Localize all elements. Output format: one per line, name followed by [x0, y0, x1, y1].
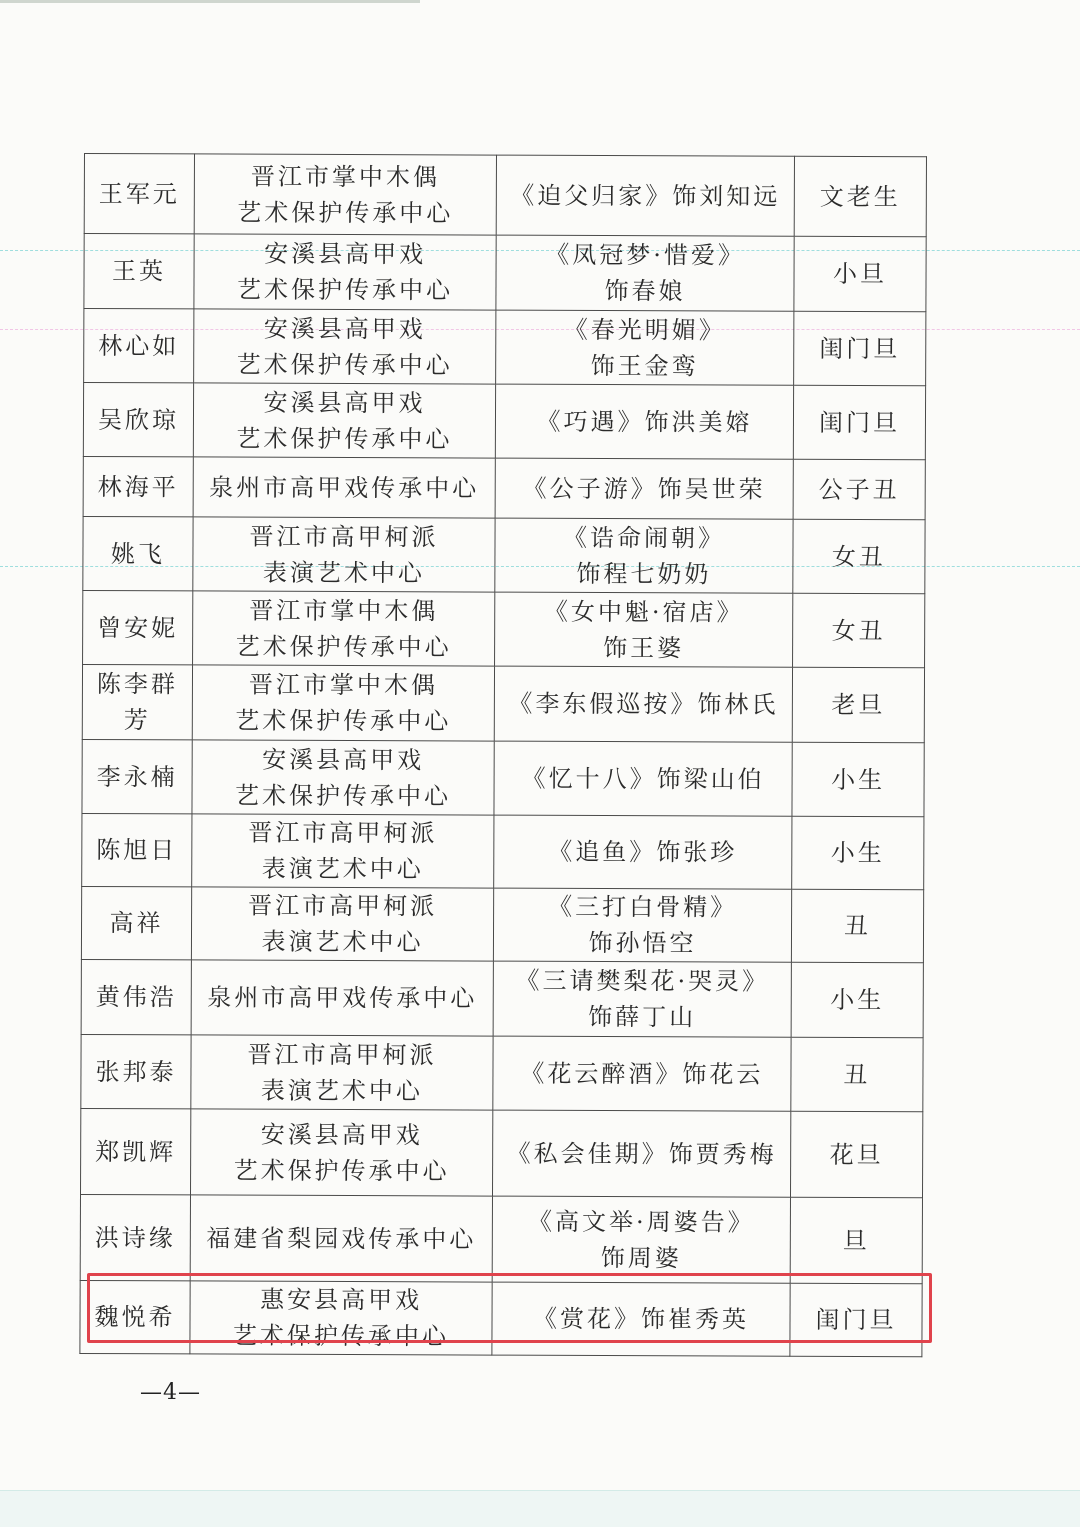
work-line: 《忆十八》饰梁山伯: [521, 764, 765, 794]
unit-line: 艺术保护传承中心: [233, 1156, 450, 1185]
unit-cell: [194, 154, 496, 235]
table-row: [83, 456, 925, 519]
work-line: 《三打白骨精》: [548, 892, 738, 922]
performer-name-cell: 姚飞: [83, 516, 193, 590]
role-cell: 小旦: [794, 236, 926, 312]
work-line: 饰春娘: [604, 276, 686, 306]
work-line: 《赏花》饰崔秀英: [532, 1304, 750, 1334]
performer-name-line: 芳: [123, 706, 151, 735]
work-cell: [492, 1282, 790, 1356]
work-line: 饰王金鸾: [590, 351, 699, 380]
unit-line: 晋江市高甲柯派: [247, 1040, 437, 1069]
work-cell: [495, 518, 793, 593]
unit-cell: [193, 591, 495, 666]
work-cell: [492, 1196, 790, 1283]
performer-name-cell: 曾安妮: [83, 590, 193, 664]
work-cell: [494, 741, 792, 816]
unit-line: 艺术保护传承中心: [236, 424, 453, 453]
work-cell: [493, 961, 791, 1037]
performer-table: [79, 153, 927, 1357]
work-cell: [496, 235, 794, 311]
unit-line: 艺术保护传承中心: [234, 781, 452, 810]
table-row: [81, 886, 923, 962]
unit-line: 安溪县高甲戏: [263, 314, 426, 343]
unit-line: 艺术保护传承中心: [235, 632, 452, 661]
work-line: 《巧遇》饰洪美嫆: [536, 407, 753, 437]
work-line: 《凤冠梦·惜爱》: [545, 240, 745, 270]
unit-line: 表演艺术中心: [260, 1076, 423, 1105]
unit-cell: [191, 960, 493, 1036]
work-line: 饰薛丁山: [588, 1002, 697, 1032]
unit-line: 晋江市掌中木偶: [249, 596, 439, 625]
role-cell: 闺门旦: [790, 1283, 922, 1357]
work-line: 《花云醉酒》饰花云: [520, 1059, 764, 1089]
unit-cell: [191, 887, 493, 961]
role-cell: 旦: [790, 1197, 922, 1284]
unit-cell: [190, 1195, 492, 1282]
work-line: 《女中魁·宿店》: [543, 597, 744, 627]
table-row: [83, 590, 925, 667]
work-line: 饰周婆: [600, 1243, 682, 1272]
performer-name-cell: 林海平: [83, 456, 193, 516]
work-line: 饰王婆: [603, 633, 685, 662]
unit-line: 安溪县高甲戏: [262, 745, 425, 774]
unit-line: 泉州市高甲戏传承中心: [207, 983, 478, 1013]
unit-line: 惠安县高甲戏: [260, 1285, 423, 1315]
table-row: [81, 1108, 923, 1197]
unit-line: 安溪县高甲戏: [260, 1120, 423, 1149]
unit-cell: [191, 1035, 493, 1110]
table-row: [82, 739, 924, 816]
unit-cell: [190, 1281, 492, 1355]
unit-line: 艺术保护传承中心: [236, 350, 453, 379]
role-cell: 闺门旦: [793, 385, 925, 460]
performer-name-cell: 陈旭日: [82, 813, 192, 886]
unit-cell: [192, 814, 494, 888]
work-line: 《高文举·周婆告》: [528, 1207, 755, 1237]
performer-name-cell: 魏悦希: [80, 1280, 190, 1353]
role-cell: 女丑: [793, 593, 925, 668]
unit-line: 艺术保护传承中心: [232, 1321, 450, 1351]
work-cell: [495, 384, 793, 459]
role-cell: 公子丑: [793, 459, 925, 520]
work-cell: [494, 815, 792, 889]
work-cell: [495, 458, 793, 519]
work-line: 饰孙悟空: [588, 928, 697, 958]
role-cell: 文老生: [794, 156, 926, 237]
unit-cell: [193, 517, 495, 592]
work-line: 《诰命闹朝》: [562, 523, 726, 552]
role-cell: 花旦: [790, 1111, 922, 1198]
role-cell: 丑: [791, 889, 923, 963]
work-line: 《春光明媚》: [563, 315, 726, 344]
unit-cell: [192, 740, 494, 815]
unit-cell: [191, 1109, 493, 1196]
unit-line: 艺术保护传承中心: [235, 706, 452, 736]
performer-name-cell: 李永楠: [82, 739, 192, 813]
performer-name-cell: 张邦泰: [81, 1034, 191, 1108]
table-row: [82, 813, 924, 889]
table-row: [81, 1034, 923, 1111]
performer-name-line: 陈李群: [96, 670, 179, 699]
work-line: 饰程七奶奶: [576, 559, 712, 588]
unit-line: 安溪县高甲戏: [263, 388, 426, 417]
unit-cell: [194, 309, 496, 384]
work-cell: [496, 310, 794, 385]
performer-name-cell: 王军元: [84, 154, 194, 234]
work-cell: [495, 592, 793, 667]
unit-line: 表演艺术中心: [262, 558, 425, 587]
table-row: [80, 1194, 922, 1283]
unit-cell: [193, 383, 495, 458]
role-cell: 小生: [792, 816, 924, 890]
role-cell: 女丑: [793, 519, 925, 594]
unit-line: 泉州市高甲戏传承中心: [209, 472, 480, 503]
table-row: [80, 1280, 922, 1356]
unit-cell: [193, 457, 495, 518]
performer-name-cell: 高祥: [81, 886, 191, 959]
work-cell: [492, 1110, 790, 1197]
work-cell: [493, 888, 791, 962]
work-line: 《李东假巡按》饰林氏: [508, 689, 779, 719]
unit-line: 晋江市高甲柯派: [249, 522, 439, 551]
unit-line: 晋江市掌中木偶: [248, 670, 439, 700]
unit-line: 晋江市掌中木偶: [250, 162, 440, 191]
work-line: 《迫父归家》饰刘知远: [510, 181, 781, 211]
bottom-scan-band: [0, 1490, 1080, 1527]
top-edge-mark: [0, 0, 420, 3]
performer-name-cell: 洪诗缘: [80, 1194, 190, 1280]
unit-cell: [194, 234, 496, 310]
table-row: [81, 959, 923, 1037]
table-row: [84, 234, 926, 312]
unit-line: 艺术保护传承中心: [236, 275, 454, 305]
performer-name-cell: 黄伟浩: [81, 959, 191, 1034]
work-cell: [496, 155, 794, 236]
performer-name-cell: 王英: [84, 234, 194, 309]
work-line: 《私会佳期》饰贾秀梅: [506, 1139, 777, 1169]
work-line: 《公子游》饰吴世荣: [522, 474, 766, 504]
work-line: 《三请樊梨花·哭灵》: [515, 966, 770, 996]
table-row: [83, 383, 925, 460]
work-cell: [494, 666, 792, 742]
unit-line: 表演艺术中心: [261, 927, 424, 957]
work-cell: [493, 1036, 791, 1111]
unit-line: 安溪县高甲戏: [264, 239, 427, 269]
unit-line: 福建省梨园戏传承中心: [206, 1223, 477, 1254]
unit-line: 晋江市高甲柯派: [248, 891, 438, 921]
table-row: [83, 516, 925, 593]
table-row: [82, 664, 924, 742]
performer-name-cell: 林心如: [84, 309, 194, 383]
role-cell: 丑: [791, 1037, 923, 1112]
unit-cell: [192, 665, 494, 741]
page-number: —4—: [140, 1380, 201, 1405]
performer-name-cell: 吴欣琼: [83, 383, 193, 457]
unit-line: 表演艺术中心: [261, 854, 424, 884]
work-line: 《追鱼》饰张珍: [548, 837, 738, 867]
performer-name-cell: [82, 664, 192, 739]
unit-line: 晋江市高甲柯派: [248, 818, 438, 848]
role-cell: 小生: [791, 962, 923, 1038]
role-cell: 小生: [792, 742, 924, 817]
performer-name-cell: 郑凯辉: [81, 1108, 191, 1194]
unit-line: 艺术保护传承中心: [237, 198, 454, 227]
role-cell: 老旦: [792, 667, 924, 743]
table-row: [84, 309, 926, 386]
role-cell: 闺门旦: [794, 311, 926, 386]
table-row: [84, 154, 926, 237]
